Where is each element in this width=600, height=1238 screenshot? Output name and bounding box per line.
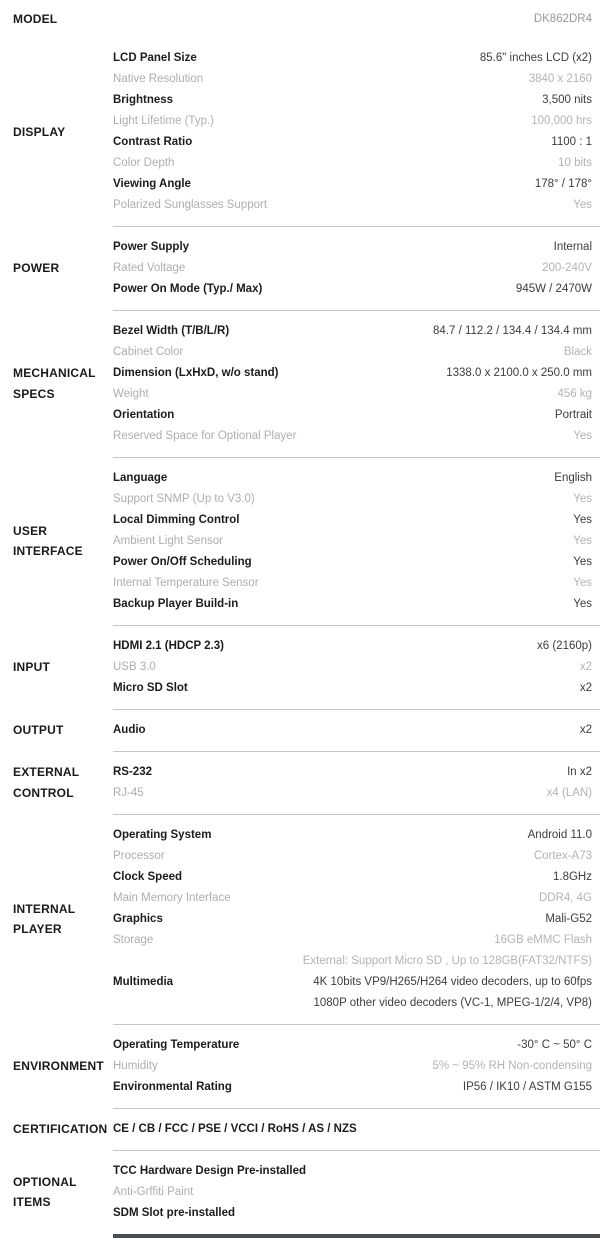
spec-value-line: -30° C ~ 50° C	[517, 1039, 592, 1051]
spec-label: Dimension (LxHxD, w/o stand)	[113, 367, 279, 379]
spec-value-line: 10 bits	[558, 157, 592, 169]
spec-value-line: 1.8GHz	[553, 871, 592, 883]
spec-row	[113, 111, 592, 132]
section-body	[113, 625, 600, 709]
spec-value-line: DDR4, 4G	[538, 892, 592, 904]
spec-value	[167, 930, 592, 972]
spec-value	[202, 678, 592, 699]
spec-value-line: Yes	[573, 199, 592, 211]
spec-value-line: 16GB eMMC Flash	[494, 934, 592, 946]
spec-section	[0, 751, 600, 814]
section-body	[113, 1108, 600, 1150]
spec-value-line: Yes	[573, 535, 592, 547]
spec-row	[113, 1056, 592, 1077]
bottom-divider	[113, 1234, 600, 1238]
spec-value-line: x4 (LAN)	[546, 787, 592, 799]
spec-value	[237, 531, 592, 552]
spec-label: Clock Speed	[113, 871, 183, 883]
spec-label: HDMI 2.1 (HDCP 2.3)	[113, 640, 224, 652]
spec-value	[246, 1077, 592, 1098]
spec-section	[0, 625, 600, 709]
spec-label: Weight	[113, 388, 149, 400]
spec-value-line: 85.6" inches LCD (x2)	[479, 52, 592, 64]
section-title: MECHANICAL SPECS	[13, 366, 96, 401]
spec-value	[243, 321, 592, 342]
spec-row	[113, 846, 592, 867]
section-body	[113, 751, 600, 814]
spec-row	[113, 405, 592, 426]
spec-row	[113, 174, 592, 195]
spec-value-line: External: Support Micro SD , Up to 128GB(FAT32/NTFS)	[302, 955, 592, 967]
spec-row	[113, 363, 592, 384]
spec-row	[113, 90, 592, 111]
spec-row	[113, 1182, 592, 1203]
spec-label: Native Resolution	[113, 73, 204, 85]
spec-table	[0, 38, 600, 1234]
spec-label: Language	[113, 472, 168, 484]
spec-row	[113, 888, 592, 909]
spec-value	[266, 552, 592, 573]
spec-label: LCD Panel Size	[113, 52, 197, 64]
spec-value	[170, 657, 592, 678]
spec-label: Cabinet Color	[113, 346, 184, 358]
spec-value	[177, 909, 592, 930]
spec-value-line: Yes	[573, 514, 592, 526]
spec-row	[113, 1203, 592, 1224]
section-title: INTERNAL PLAYER	[13, 901, 76, 936]
spec-value	[276, 279, 592, 300]
spec-label: Storage	[113, 934, 154, 946]
spec-value	[217, 69, 592, 90]
section-title-model: MODEL	[13, 12, 58, 26]
spec-label: Reserved Space for Optional Player	[113, 430, 297, 442]
spec-value-line: Android 11.0	[527, 829, 592, 841]
section-title: OUTPUT	[13, 722, 64, 737]
spec-section	[0, 226, 600, 310]
spec-label: CE / CB / FCC / PSE / VCCI / RoHS / AS / NZS	[113, 1123, 357, 1135]
spec-label: Rated Voltage	[113, 262, 186, 274]
spec-value	[179, 846, 592, 867]
spec-value-line: 1080P other video decoders (VC-1, MPEG-1/2/4, VP8)	[313, 997, 592, 1009]
spec-value-line: IP56 / IK10 / ASTM G155	[462, 1081, 592, 1093]
section-body	[113, 457, 600, 625]
spec-row	[113, 279, 592, 300]
spec-label: Support SNMP (Up to V3.0)	[113, 493, 255, 505]
spec-value-line: 84.7 / 112.2 / 134.4 / 134.4 mm	[433, 325, 592, 337]
spec-value	[172, 1056, 592, 1077]
spec-label: Ambient Light Sensor	[113, 535, 223, 547]
spec-label: Operating System	[113, 829, 212, 841]
spec-section	[0, 709, 600, 751]
spec-value	[158, 783, 592, 804]
section-title: OPTIONAL ITEMS	[13, 1174, 77, 1209]
spec-row	[113, 783, 592, 804]
spec-value-line: 178° / 178°	[534, 178, 592, 190]
spec-label: Audio	[113, 724, 146, 736]
section-body	[113, 310, 600, 457]
spec-value	[181, 468, 592, 489]
spec-row	[113, 678, 592, 699]
spec-label: Operating Temperature	[113, 1039, 240, 1051]
spec-value	[238, 636, 592, 657]
spec-value	[187, 972, 592, 1014]
spec-value	[187, 90, 592, 111]
spec-row	[113, 594, 592, 615]
spec-section	[0, 1024, 600, 1108]
spec-row	[113, 132, 592, 153]
spec-label: Graphics	[113, 913, 163, 925]
spec-label: Orientation	[113, 409, 175, 421]
spec-value-line: 1338.0 x 2100.0 x 250.0 mm	[446, 367, 592, 379]
spec-row	[113, 69, 592, 90]
spec-row	[113, 153, 592, 174]
spec-label: SDM Slot pre-installed	[113, 1207, 236, 1219]
spec-row	[113, 1119, 592, 1140]
spec-row	[113, 510, 592, 531]
spec-value-line: Portrait	[554, 409, 592, 421]
spec-value-line: Cortex-A73	[533, 850, 592, 862]
spec-value-line: x6 (2160p)	[537, 640, 592, 652]
spec-section	[0, 814, 600, 1024]
spec-row	[113, 720, 592, 741]
spec-row	[113, 237, 592, 258]
spec-section	[0, 457, 600, 625]
spec-label: Bezel Width (T/B/L/R)	[113, 325, 230, 337]
spec-value-line: 1100 : 1	[551, 136, 592, 148]
section-title: DISPLAY	[13, 124, 66, 139]
spec-label: Backup Player Build-in	[113, 598, 239, 610]
spec-section	[0, 1108, 600, 1150]
spec-value	[163, 384, 592, 405]
section-title: ENVIRONMENT	[13, 1058, 104, 1073]
spec-row	[113, 1161, 592, 1182]
spec-value	[293, 363, 593, 384]
spec-value	[205, 174, 592, 195]
spec-value	[310, 426, 592, 447]
section-title: CERTIFICATION	[13, 1121, 108, 1136]
section-body	[113, 1024, 600, 1108]
spec-label: Contrast Ratio	[113, 136, 193, 148]
spec-value	[166, 762, 592, 783]
spec-row	[113, 867, 592, 888]
section-body	[113, 814, 600, 1024]
spec-label: Color Depth	[113, 157, 175, 169]
spec-label: Brightness	[113, 94, 174, 106]
spec-row	[113, 426, 592, 447]
spec-value-line: Yes	[573, 556, 592, 568]
spec-row	[113, 972, 592, 1014]
section-body	[113, 1150, 600, 1234]
spec-value	[196, 867, 592, 888]
spec-row	[113, 489, 592, 510]
spec-value-line: 5% ~ 95% RH Non-condensing	[432, 1060, 592, 1072]
spec-value	[206, 132, 592, 153]
spec-row	[113, 909, 592, 930]
spec-row	[113, 657, 592, 678]
spec-label: Viewing Angle	[113, 178, 191, 190]
spec-value-line: x2	[579, 682, 592, 694]
spec-label: USB 3.0	[113, 661, 156, 673]
spec-value	[203, 237, 592, 258]
spec-value	[225, 825, 592, 846]
spec-section	[0, 310, 600, 457]
spec-value	[245, 888, 592, 909]
spec-value-line: Yes	[573, 430, 592, 442]
spec-row	[113, 321, 592, 342]
model-value: DK862DR4	[533, 13, 592, 25]
spec-row	[113, 1035, 592, 1056]
spec-label: Humidity	[113, 1060, 158, 1072]
spec-label: RS-232	[113, 766, 152, 778]
spec-value	[160, 720, 592, 741]
spec-row	[113, 342, 592, 363]
spec-row	[113, 825, 592, 846]
section-body	[113, 226, 600, 310]
spec-value	[199, 258, 592, 279]
spec-value	[211, 48, 592, 69]
spec-value	[253, 1035, 592, 1056]
spec-value-line: 945W / 2470W	[515, 283, 592, 295]
spec-label: Internal Temperature Sensor	[113, 577, 259, 589]
spec-label: Polarized Sunglasses Support	[113, 199, 268, 211]
spec-label: RJ-45	[113, 787, 144, 799]
spec-value-line: Black	[563, 346, 592, 358]
spec-row	[113, 195, 592, 216]
spec-label: Micro SD Slot	[113, 682, 188, 694]
section-title: POWER	[13, 260, 60, 275]
spec-value-line: 4K 10bits VP9/H265/H264 video decoders, up to 60fps	[313, 976, 592, 988]
spec-label: Power On Mode (Typ./ Max)	[113, 283, 263, 295]
spec-value	[197, 342, 592, 363]
spec-value-line: Mali-G52	[545, 913, 592, 925]
spec-row	[113, 573, 592, 594]
section-body	[113, 38, 600, 226]
section-title: USER INTERFACE	[13, 523, 83, 558]
spec-value-line: Yes	[573, 577, 592, 589]
spec-value-line: 456 kg	[557, 388, 592, 400]
spec-row	[113, 552, 592, 573]
spec-value-line: x2	[579, 724, 592, 736]
spec-row	[113, 636, 592, 657]
spec-label: Main Memory Interface	[113, 892, 231, 904]
section-body	[113, 709, 600, 751]
spec-row	[113, 762, 592, 783]
spec-label: Power On/Off Scheduling	[113, 556, 252, 568]
spec-value-line: 200-240V	[542, 262, 592, 274]
spec-value	[254, 510, 593, 531]
spec-row	[113, 531, 592, 552]
section-title: EXTERNAL CONTROL	[13, 765, 80, 800]
spec-label: Multimedia	[113, 976, 174, 988]
spec-label: Light Lifetime (Typ.)	[113, 115, 214, 127]
spec-value-line: English	[554, 472, 592, 484]
spec-value	[273, 573, 592, 594]
spec-value	[188, 405, 592, 426]
spec-row	[113, 468, 592, 489]
spec-value-line: Yes	[573, 598, 592, 610]
spec-value-line: In x2	[567, 766, 592, 778]
spec-label: Local Dimming Control	[113, 514, 240, 526]
spec-value-line: 3,500 nits	[542, 94, 592, 106]
spec-row	[113, 930, 592, 972]
spec-value-line: Internal	[553, 241, 592, 253]
spec-row	[113, 258, 592, 279]
spec-row	[113, 1077, 592, 1098]
spec-label: Anti-Grffiti Paint	[113, 1186, 194, 1198]
spec-value	[269, 489, 592, 510]
spec-value	[281, 195, 592, 216]
section-title: INPUT	[13, 659, 50, 674]
spec-row	[113, 384, 592, 405]
spec-value	[228, 111, 592, 132]
spec-value-line: x2	[579, 661, 592, 673]
spec-value	[188, 153, 592, 174]
spec-value	[252, 594, 592, 615]
spec-value-line: 3840 x 2160	[528, 73, 592, 85]
spec-label: Power Supply	[113, 241, 190, 253]
model-row	[0, 0, 600, 38]
spec-label: TCC Hardware Design Pre-installed	[113, 1165, 306, 1177]
spec-section	[0, 1150, 600, 1234]
spec-section	[0, 38, 600, 226]
spec-label: Environmental Rating	[113, 1081, 232, 1093]
spec-label: Processor	[113, 850, 165, 862]
spec-value-line: 100,000 hrs	[531, 115, 592, 127]
spec-row	[113, 48, 592, 69]
spec-value-line: Yes	[573, 493, 592, 505]
